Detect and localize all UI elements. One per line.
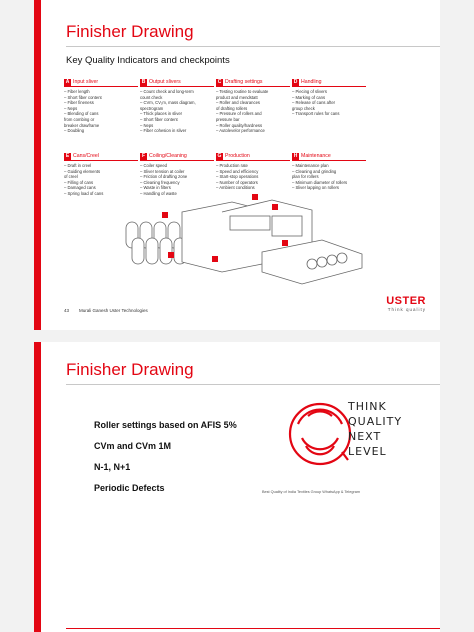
category-item: spectrogram bbox=[140, 105, 164, 111]
category-item: plan for rollers bbox=[292, 174, 319, 180]
category-item: – Fiber cohesion in sliver bbox=[140, 128, 187, 134]
bullet-item: Periodic Defects bbox=[94, 483, 165, 493]
category-item: – Doubling bbox=[64, 128, 85, 134]
category-item: – Count check and long-term bbox=[140, 89, 194, 94]
page-number: 43 bbox=[64, 308, 70, 313]
slide-title: Finisher Drawing bbox=[66, 22, 194, 41]
category-handling bbox=[292, 78, 366, 117]
category-name: Output slivers bbox=[149, 79, 181, 85]
category-name: Input sliver bbox=[73, 79, 99, 85]
category-name: Cans/Creel bbox=[73, 153, 99, 159]
category-item: group check bbox=[292, 105, 315, 111]
category-item: – Fiber length bbox=[64, 89, 90, 94]
category-item: – Release of cans after bbox=[292, 100, 336, 106]
logo-line: QUALITY bbox=[348, 415, 403, 428]
category-item: – Coiler speed bbox=[140, 163, 168, 168]
category-item: – Pressure of rollers and bbox=[216, 111, 262, 117]
category-coiling-cleaning bbox=[140, 152, 214, 197]
slide-footer bbox=[64, 308, 148, 313]
category-item: – Waste in filters bbox=[140, 185, 171, 191]
uster-tagline: Think quality bbox=[387, 307, 426, 312]
category-name: Drafting settings bbox=[225, 79, 263, 85]
category-letter: A bbox=[65, 79, 70, 85]
category-letter: H bbox=[293, 153, 298, 159]
category-letter: D bbox=[293, 79, 298, 85]
category-item: – Production rate bbox=[216, 163, 248, 168]
category-item: – Draft in creel bbox=[64, 163, 92, 168]
category-cans-creel bbox=[64, 152, 138, 197]
category-item: – Roller quality/hardness bbox=[216, 122, 263, 128]
slide-red-bar bbox=[34, 0, 41, 330]
category-item: – Handling of waste bbox=[140, 190, 177, 196]
category-item: – Cleaning frequency bbox=[140, 179, 180, 185]
drawframe-machine-illustration bbox=[122, 192, 372, 302]
category-name: Coiling/Cleaning bbox=[149, 153, 187, 159]
category-item: – Blending of cans bbox=[64, 111, 99, 117]
category-letter: G bbox=[217, 153, 222, 159]
category-name: Production bbox=[225, 153, 250, 159]
slide-1 bbox=[34, 0, 440, 330]
slide-2 bbox=[34, 342, 440, 632]
category-item: – Friction of drafting zone bbox=[140, 174, 188, 180]
bullet-list bbox=[94, 420, 237, 504]
category-item: – Neps bbox=[140, 122, 154, 128]
category-item: – Neps bbox=[64, 105, 78, 111]
category-item: – Filling of cans bbox=[64, 179, 94, 185]
slide-title: Finisher Drawing bbox=[66, 360, 194, 379]
category-item: from combing or bbox=[64, 116, 95, 122]
category-drafting-settings bbox=[216, 78, 290, 134]
category-item: – Sliver tension at coiler bbox=[140, 168, 185, 174]
category-item: product and mendstatt bbox=[216, 94, 258, 100]
logo-line: LEVEL bbox=[348, 445, 387, 458]
category-item: of drafting rollers bbox=[216, 105, 248, 111]
title-divider bbox=[66, 384, 440, 385]
category-item: – Roller and clearances bbox=[216, 100, 260, 106]
category-output-slivers bbox=[140, 78, 214, 134]
category-item: – Autolevelor performance bbox=[216, 128, 265, 134]
category-item: – Minimum diameter of rollers bbox=[292, 179, 348, 185]
category-item: – Fiber fineness bbox=[64, 100, 94, 106]
category-item: – Guiding elements bbox=[64, 168, 101, 174]
category-production bbox=[216, 152, 290, 191]
category-item: – Marking of cans bbox=[292, 94, 326, 100]
category-item: pressure bar bbox=[216, 116, 240, 122]
bullet-item: Roller settings based on AFIS 5% bbox=[94, 420, 237, 430]
category-item: – Cleaning and grinding bbox=[292, 168, 337, 174]
category-maintenance bbox=[292, 152, 366, 191]
category-item: – Number of operators bbox=[216, 179, 258, 185]
category-item: – Ambient conditions bbox=[216, 185, 255, 191]
category-letter: C bbox=[217, 79, 222, 85]
category-item: – Short fiber content bbox=[140, 116, 178, 122]
category-letter: F bbox=[141, 153, 146, 159]
category-name: Maintenance bbox=[301, 153, 331, 159]
uster-wordmark: USTER bbox=[386, 295, 426, 307]
category-name: Handling bbox=[301, 79, 322, 85]
category-item: – Thick places in sliver bbox=[140, 111, 183, 117]
category-item: – Start-stop operations bbox=[216, 174, 259, 180]
logo-line: THINK bbox=[348, 400, 387, 413]
slide-subtitle: Key Quality Indicators and checkpoints bbox=[66, 55, 230, 66]
category-item: – Spring load of cans bbox=[64, 190, 104, 196]
category-item: of creel bbox=[64, 174, 78, 180]
slide-red-bar bbox=[34, 342, 41, 632]
category-item: – Transport rules for cans bbox=[292, 111, 340, 117]
bullet-item: CVm and CVm 1M bbox=[94, 441, 172, 451]
category-item: breaker drawframe bbox=[64, 122, 100, 128]
bullet-item: N-1, N+1 bbox=[94, 462, 131, 472]
watermark-caption: Best Quality of India Textiles Group WhatsApp & Telegram bbox=[262, 490, 360, 494]
category-item: – Piecing of slivers bbox=[292, 89, 327, 94]
category-item: count check bbox=[140, 94, 163, 100]
category-item: – CVm, CV₁m, mass diagram, bbox=[140, 100, 196, 106]
uster-logo bbox=[386, 295, 426, 312]
logo-line: NEXT bbox=[348, 430, 382, 443]
category-item: – Damaged cans bbox=[64, 185, 96, 191]
category-letter: E bbox=[65, 153, 70, 159]
category-item: – Testing routine to evaluate bbox=[216, 89, 269, 94]
category-item: – Maintenance plan bbox=[292, 163, 329, 168]
title-divider bbox=[66, 46, 440, 47]
category-letter: B bbox=[141, 79, 146, 85]
category-input-sliver bbox=[64, 78, 138, 134]
bottom-divider bbox=[66, 628, 440, 629]
category-item: – Speed and efficiency bbox=[216, 168, 259, 174]
category-item: – Sliver lapping on rollers bbox=[292, 185, 340, 191]
category-item: – Short fiber content bbox=[64, 94, 102, 100]
footer-author: Murali Ganesh Uster Technologies bbox=[79, 308, 148, 313]
think-quality-logo bbox=[286, 394, 414, 474]
